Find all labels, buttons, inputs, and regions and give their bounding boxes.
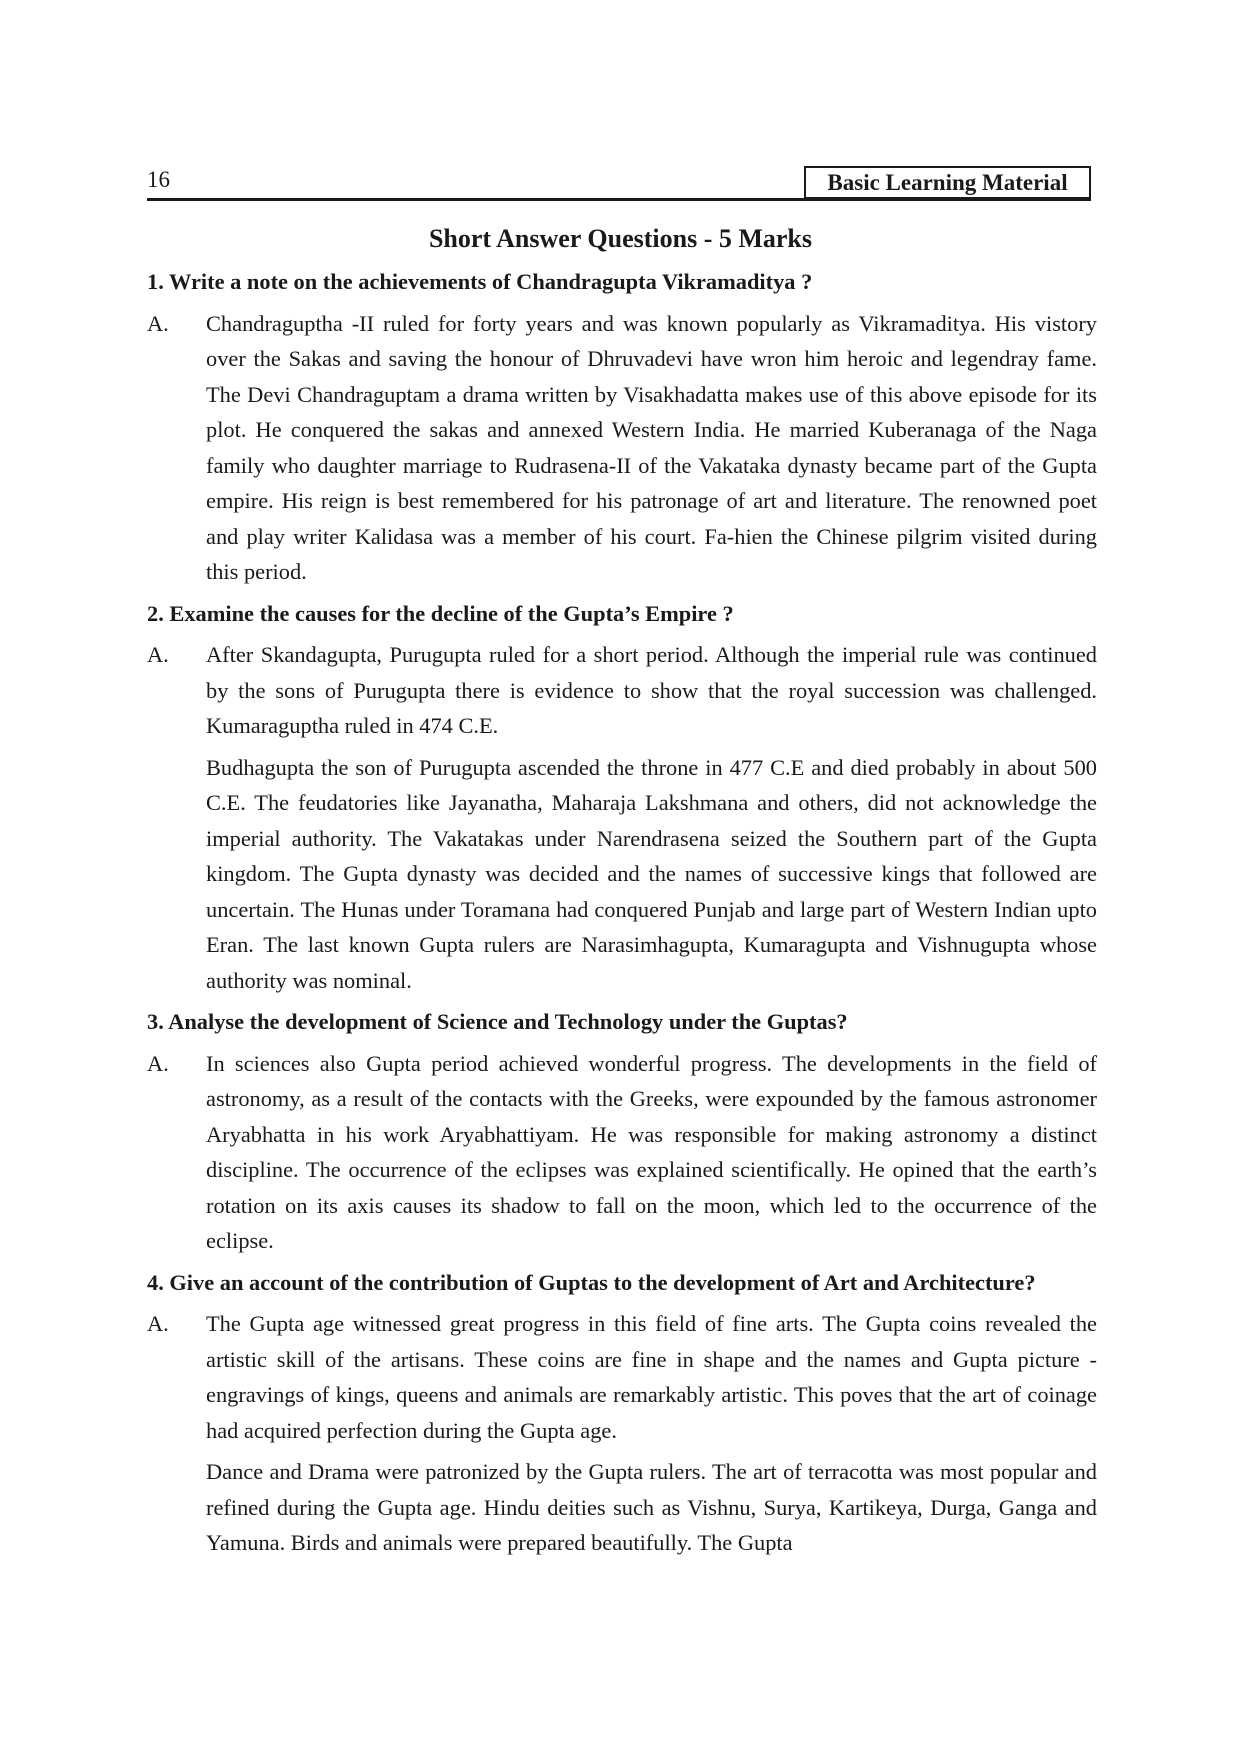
header-rule [147, 198, 1091, 201]
book-title-box: Basic Learning Material [804, 166, 1091, 200]
answer-paragraph: Dance and Drama were patronized by the Gupta rulers. The art of terracotta was most popular and refined during the Gupta age. Hindu deities such as Vishnu, Surya, Kartikeya, Durga, Ganga and Yamuna. Birds and animals were prepared beautifully. The Gupta [206, 1459, 1097, 1555]
qa-item-1 [147, 264, 1097, 590]
qa-item-2 [147, 596, 1097, 999]
question-3: 3. Analyse the development of Science and Technology under the Guptas? [147, 1009, 848, 1034]
answer-3 [147, 1046, 1097, 1259]
section-title: Short Answer Questions - 5 Marks [428, 224, 813, 253]
answer-marker: A. [147, 1311, 169, 1336]
answer-paragraph: Chandraguptha -II ruled for forty years and was known popularly as Vikramaditya. His vistory over the Sakas and saving the honour of Dhruvadevi have wron him heroic and legendray fame. The Devi Chandraguptam a drama written by Visakhadatta makes use of this above episode for its plot. He conquered the sakas and annexed Western India. He married Kuberanaga of the Naga family who daughter marriage to Rudrasena-II of the Vakataka dynasty became part of the Gupta empire. His reign is best remembered for his patronage of art and literature. The renowned poet and play writer Kalidasa was a member of his court. Fa-hien the Chinese pilgrim visited during this period. [206, 310, 1097, 584]
page-number: 16 [147, 167, 170, 192]
answer-paragraph: Budhagupta the son of Purugupta ascended the throne in 477 C.E and died probably in about 500 C.E. The feudatories like Jayanatha, Maharaja Lakshmana and others, did not acknowledge the imperial authority. The Vakatakas under Narendrasena seized the Southern part of the Gupta kingdom. The Gupta dynasty was decided and the names of successive kings that followed are uncertain. The Hunas under Toramana had conquered Punjab and large part of Western Indian upto Eran. The last known Gupta rulers are Narasimhagupta, Kumaragupta and Vishnugupta whose authority was nominal. [206, 754, 1097, 993]
answer-marker: A. [147, 1050, 169, 1076]
qa-content [147, 264, 1097, 1567]
qa-item-4 [147, 1265, 1097, 1561]
answer-marker: A. [147, 310, 169, 336]
answer-paragraph: After Skandagupta, Purugupta ruled for a short period. Although the imperial rule was continued by the sons of Purugupta there is evidence to show that the royal succession was challenged. Kumaraguptha ruled in 474 C.E. [206, 642, 1097, 738]
qa-item-3 [147, 1004, 1097, 1259]
answer-paragraph: In sciences also Gupta period achieved wonderful progress. The developments in the field of astronomy, as a result of the contacts with the Greeks, were expounded by the famous astronomer Aryabhatta in his work Aryabhattiyam. He was responsible for making astronomy a distinct discipline. The occurrence of the eclipses was explained scientifically. He opined that the earth’s rotation on its axis causes its shadow to fall on the moon, which led to the occurrence of the eclipse. [206, 1050, 1097, 1253]
question-4: 4. Give an account of the contribution of Guptas to the development of Art and Architecture? [147, 1269, 1036, 1295]
answer-4 [147, 1306, 1097, 1561]
answer-paragraph: The Gupta age witnessed great progress in this field of fine arts. The Gupta coins revealed the artistic skill of the artisans. These coins are fine in shape and the names and Gupta picture - engravings of kings, queens and animals are remarkably artistic. This poves that the art of coinage had acquired perfection during the Gupta age. [206, 1311, 1097, 1443]
answer-marker: A. [147, 642, 169, 667]
answer-2 [147, 637, 1097, 998]
question-2: 2. Examine the causes for the decline of the Gupta’s Empire ? [147, 600, 734, 626]
answer-1 [147, 306, 1097, 590]
question-1: 1. Write a note on the achievements of Chandragupta Vikramaditya ? [147, 269, 813, 294]
